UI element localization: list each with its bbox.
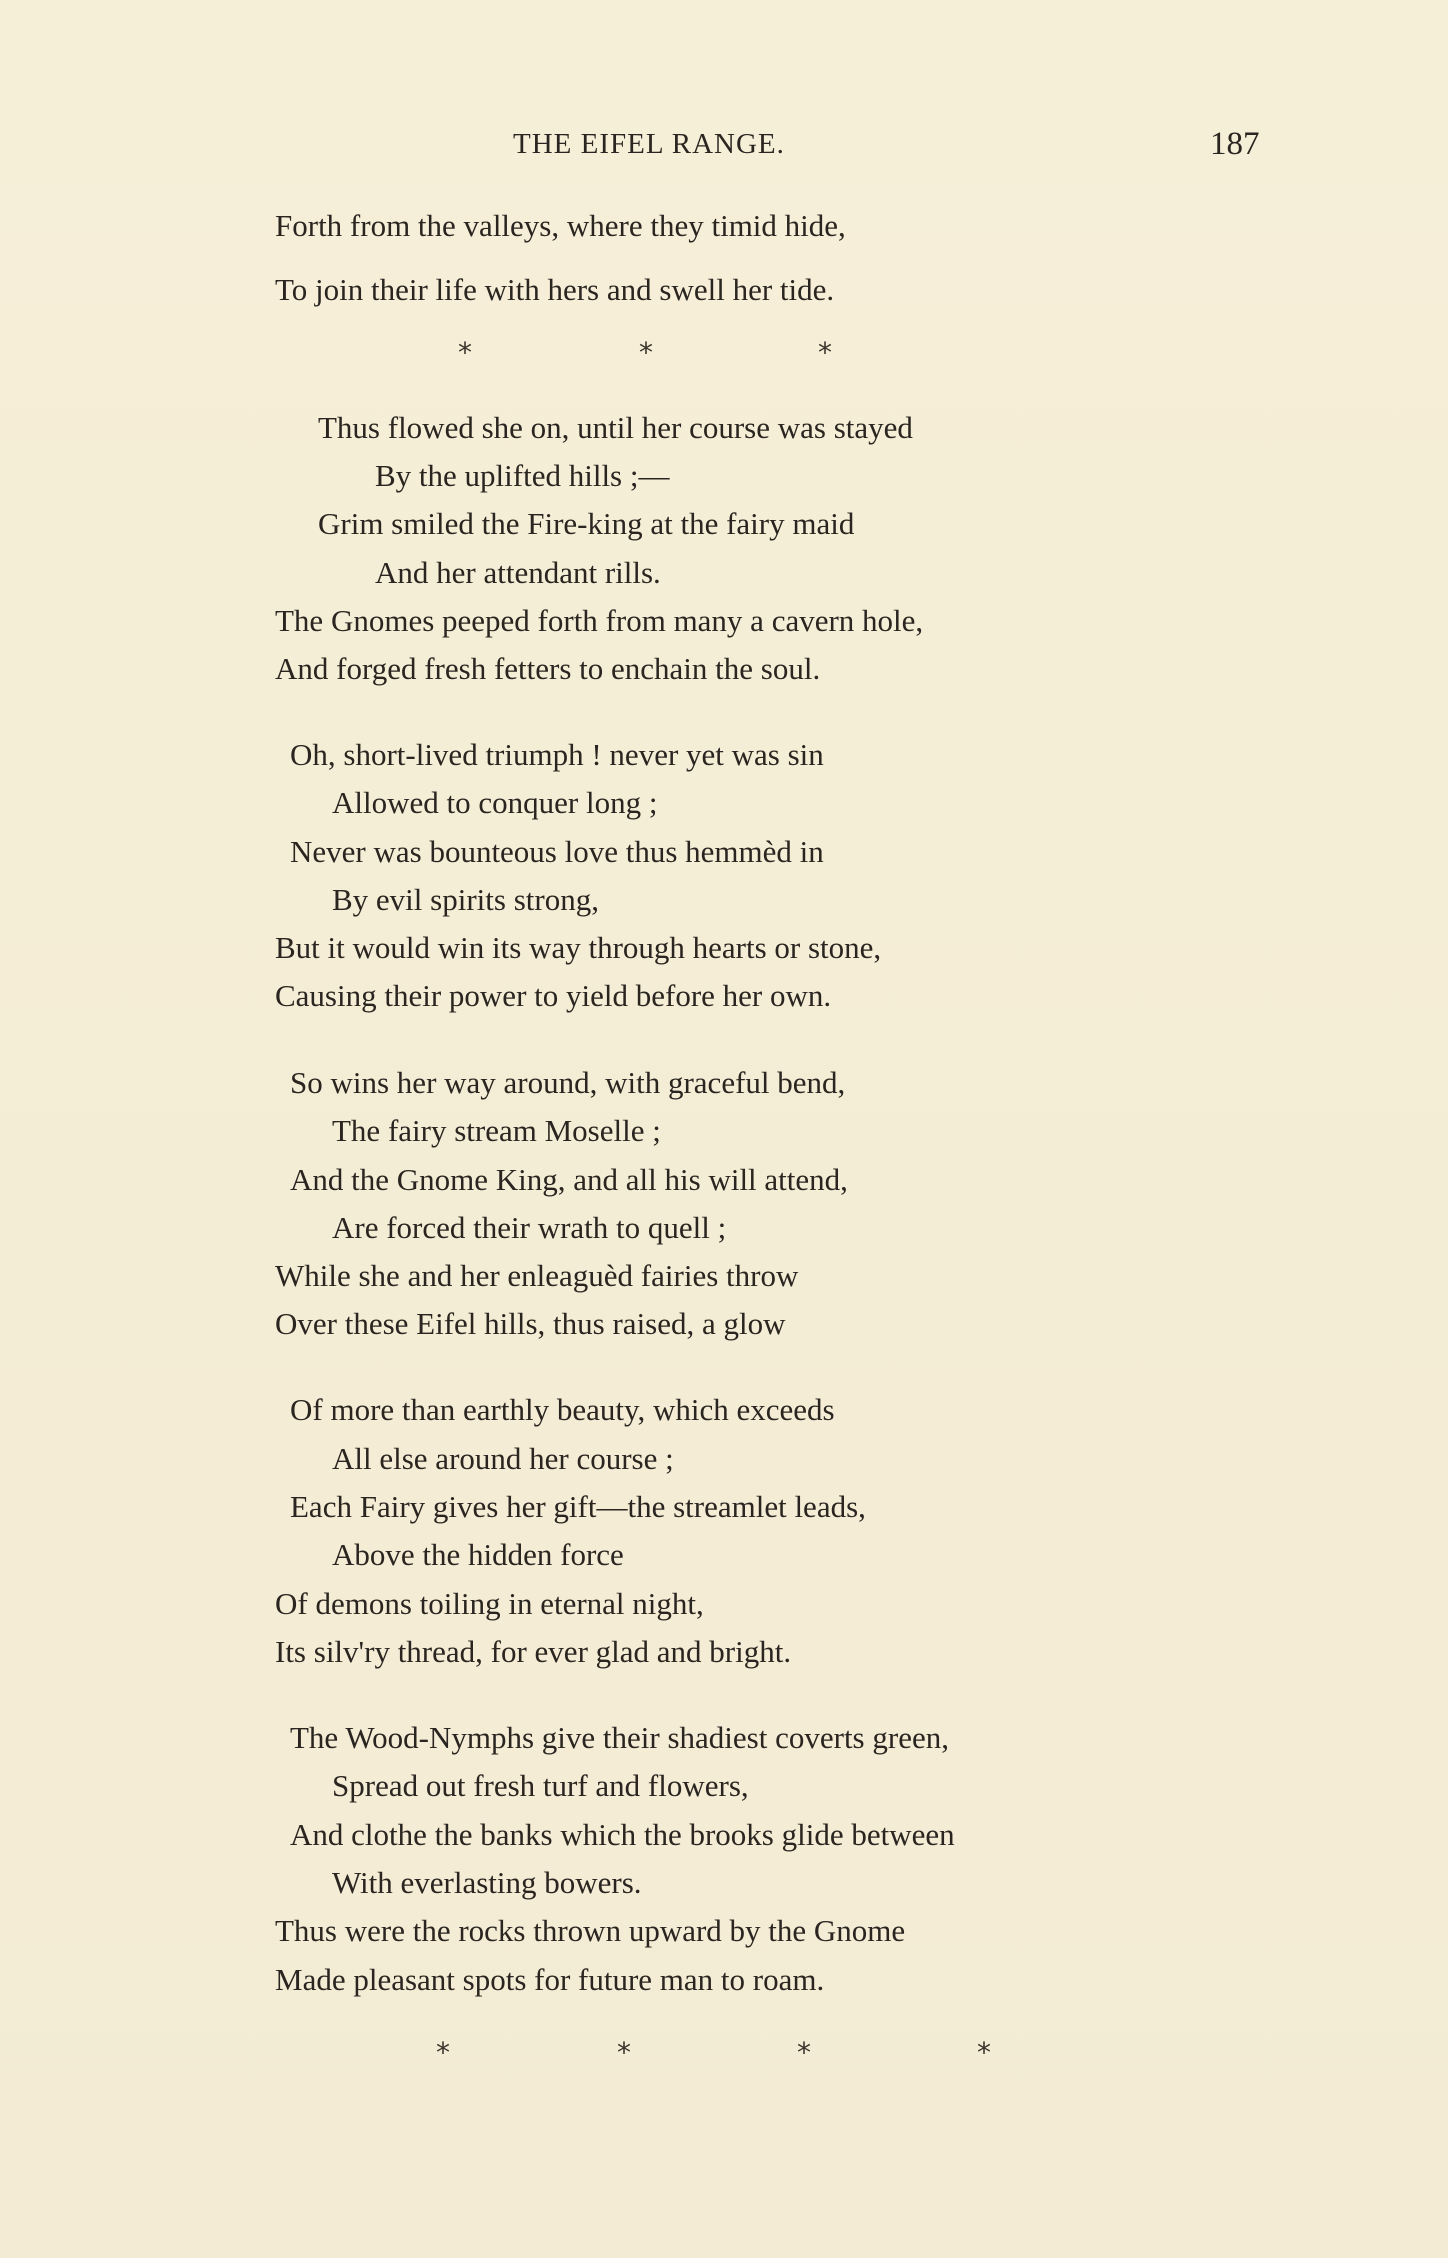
- verse-line: So wins her way around, with graceful bend,: [290, 1065, 846, 1100]
- verse-line: Of more than earthly beauty, which exceeds: [290, 1392, 835, 1427]
- separator-asterisk: *: [436, 2036, 450, 2069]
- separator-asterisk: *: [818, 336, 832, 369]
- running-head: THE EIFEL RANGE.: [513, 128, 785, 160]
- page-number: 187: [1210, 126, 1260, 162]
- verse-line: While she and her enleaguèd fairies throw: [275, 1258, 799, 1293]
- separator-asterisk: *: [639, 336, 653, 369]
- verse-line: Each Fairy gives her gift—the streamlet leads,: [290, 1489, 866, 1524]
- verse-line: The fairy stream Moselle ;: [332, 1113, 661, 1148]
- verse-line: Made pleasant spots for future man to roam.: [275, 1962, 825, 1997]
- verse-line: Never was bounteous love thus hemmèd in: [290, 834, 824, 869]
- verse-line: Thus flowed she on, until her course was stayed: [318, 410, 913, 445]
- separator-asterisk: *: [977, 2036, 991, 2069]
- verse-line: By evil spirits strong,: [332, 882, 599, 917]
- verse-line: The Wood-Nymphs give their shadiest coverts green,: [290, 1720, 949, 1755]
- verse-line: By the uplifted hills ;—: [375, 458, 670, 493]
- verse-line: All else around her course ;: [332, 1441, 674, 1476]
- verse-line: Over these Eifel hills, thus raised, a glow: [275, 1306, 786, 1341]
- verse-line: Thus were the rocks thrown upward by the Gnome: [275, 1913, 906, 1948]
- verse-line: Allowed to conquer long ;: [332, 785, 658, 820]
- verse-line: And her attendant rills.: [375, 555, 661, 590]
- verse-line: The Gnomes peeped forth from many a cavern hole,: [275, 603, 924, 638]
- verse-line: Above the hidden force: [332, 1537, 624, 1572]
- separator-asterisk: *: [797, 2036, 811, 2069]
- verse-line: And forged fresh fetters to enchain the soul.: [275, 651, 821, 686]
- verse-line: With everlasting bowers.: [332, 1865, 642, 1900]
- verse-line: Forth from the valleys, where they timid hide,: [275, 208, 846, 243]
- verse-line: Are forced their wrath to quell ;: [332, 1210, 727, 1245]
- verse-line: Oh, short-lived triumph ! never yet was sin: [290, 737, 824, 772]
- verse-line: Its silv'ry thread, for ever glad and bright.: [275, 1634, 792, 1669]
- separator-asterisk: *: [458, 336, 472, 369]
- verse-line: And clothe the banks which the brooks glide between: [290, 1817, 955, 1852]
- verse-line: But it would win its way through hearts or stone,: [275, 930, 882, 965]
- verse-line: Spread out fresh turf and flowers,: [332, 1768, 749, 1803]
- verse-line: Of demons toiling in eternal night,: [275, 1586, 704, 1621]
- verse-line: To join their life with hers and swell her tide.: [275, 272, 835, 307]
- verse-line: Grim smiled the Fire-king at the fairy maid: [318, 506, 855, 541]
- verse-line: And the Gnome King, and all his will attend,: [290, 1162, 848, 1197]
- verse-line: Causing their power to yield before her own.: [275, 978, 832, 1013]
- separator-asterisk: *: [617, 2036, 631, 2069]
